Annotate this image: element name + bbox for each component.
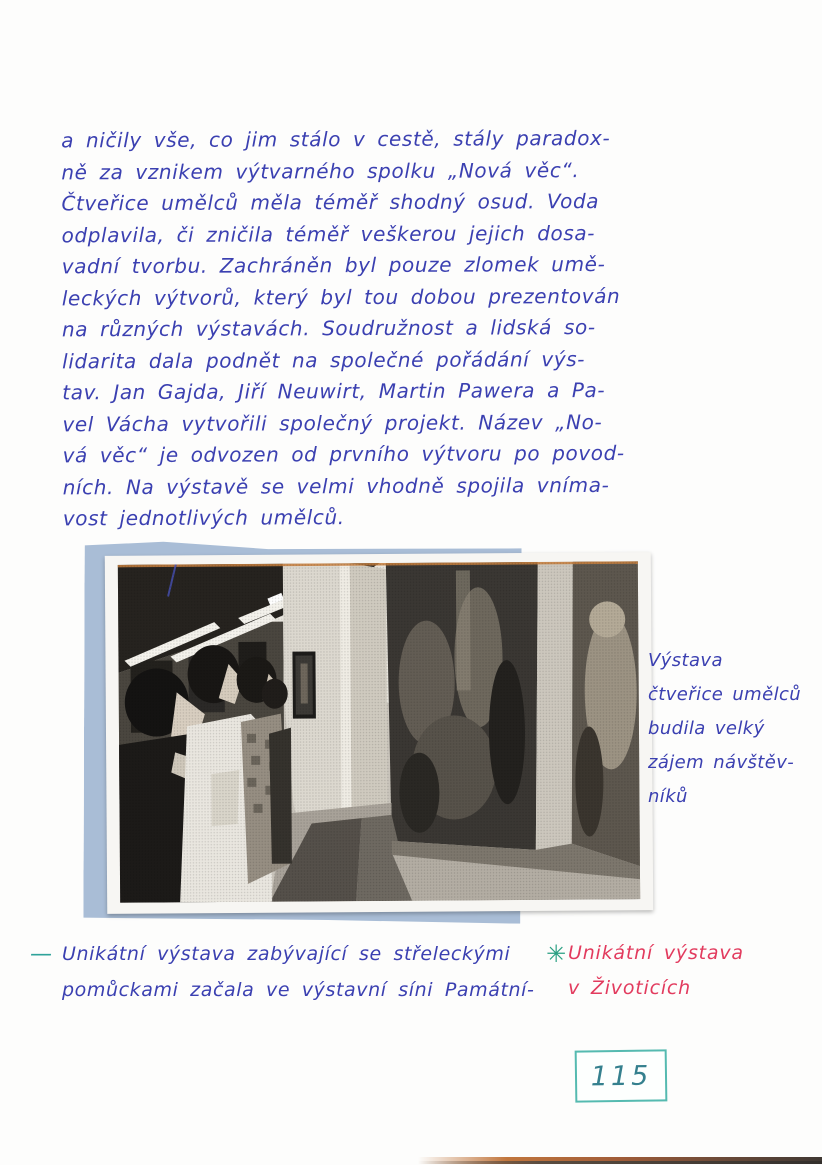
paragraph-line: na různých výstavách. Soudružnost a lidská so- bbox=[61, 315, 596, 342]
photo-print bbox=[105, 552, 653, 914]
caption-line: čtveřice umělců bbox=[648, 684, 802, 705]
red-note-line: Unikátní výstava bbox=[568, 942, 744, 964]
gallery-photo bbox=[117, 561, 641, 903]
photo-caption bbox=[648, 644, 818, 814]
page-number: 115 bbox=[590, 1060, 652, 1092]
paragraph-line: vel Vácha vytvořili společný projekt. Název „No- bbox=[62, 409, 603, 436]
red-note-line: v Životicích bbox=[568, 977, 691, 999]
note-line: pomůckami začala ve výstavní síni Památní- bbox=[62, 979, 535, 1001]
red-margin-note bbox=[568, 936, 808, 1006]
paragraph-line: ních. Na výstavě se velmi vhodně spojila vníma- bbox=[62, 472, 610, 499]
paragraph-line: odplavila, či zničila téměř veškerou jejich dosa- bbox=[61, 220, 596, 247]
caption-line: níků bbox=[648, 786, 688, 807]
note-line: Unikátní výstava zabývající se střeleckými bbox=[62, 943, 511, 965]
dash-mark: — bbox=[30, 942, 52, 967]
paragraph-line: tav. Jan Gajda, Jiří Neuwirt, Martin Pawera a Pa- bbox=[62, 377, 606, 405]
caption-line: zájem návštěv- bbox=[648, 752, 795, 773]
paragraph-line: vá věc“ je odvozen od prvního výtvoru po povod- bbox=[62, 440, 625, 468]
page-number-box bbox=[575, 1049, 668, 1102]
scan-edge-strip bbox=[418, 1157, 822, 1164]
paragraph-line: lidarita dala podnět na společné pořádání výs- bbox=[62, 346, 586, 373]
paragraph-line: vadní tvorbu. Zachráněn byl pouze zlomek umě- bbox=[61, 251, 606, 279]
paragraph-line: a ničily vše, co jim stálo v cestě, stály paradox- bbox=[61, 125, 611, 153]
asterisk-icon: ✳ bbox=[546, 940, 567, 968]
caption-line: Výstava bbox=[648, 650, 723, 671]
paragraph-line: vost jednotlivých umělců. bbox=[62, 505, 345, 531]
caption-line: budila velký bbox=[648, 718, 765, 739]
paragraph-line: Čtveřice umělců měla téměř shodný osud. Voda bbox=[61, 189, 600, 216]
paragraph-line: leckých výtvorů, který byl tou dobou prezentován bbox=[61, 283, 621, 310]
main-paragraph bbox=[61, 123, 683, 535]
paragraph-line: ně za vznikem výtvarného spolku „Nová věc“. bbox=[61, 157, 580, 184]
bottom-note bbox=[62, 936, 562, 1008]
